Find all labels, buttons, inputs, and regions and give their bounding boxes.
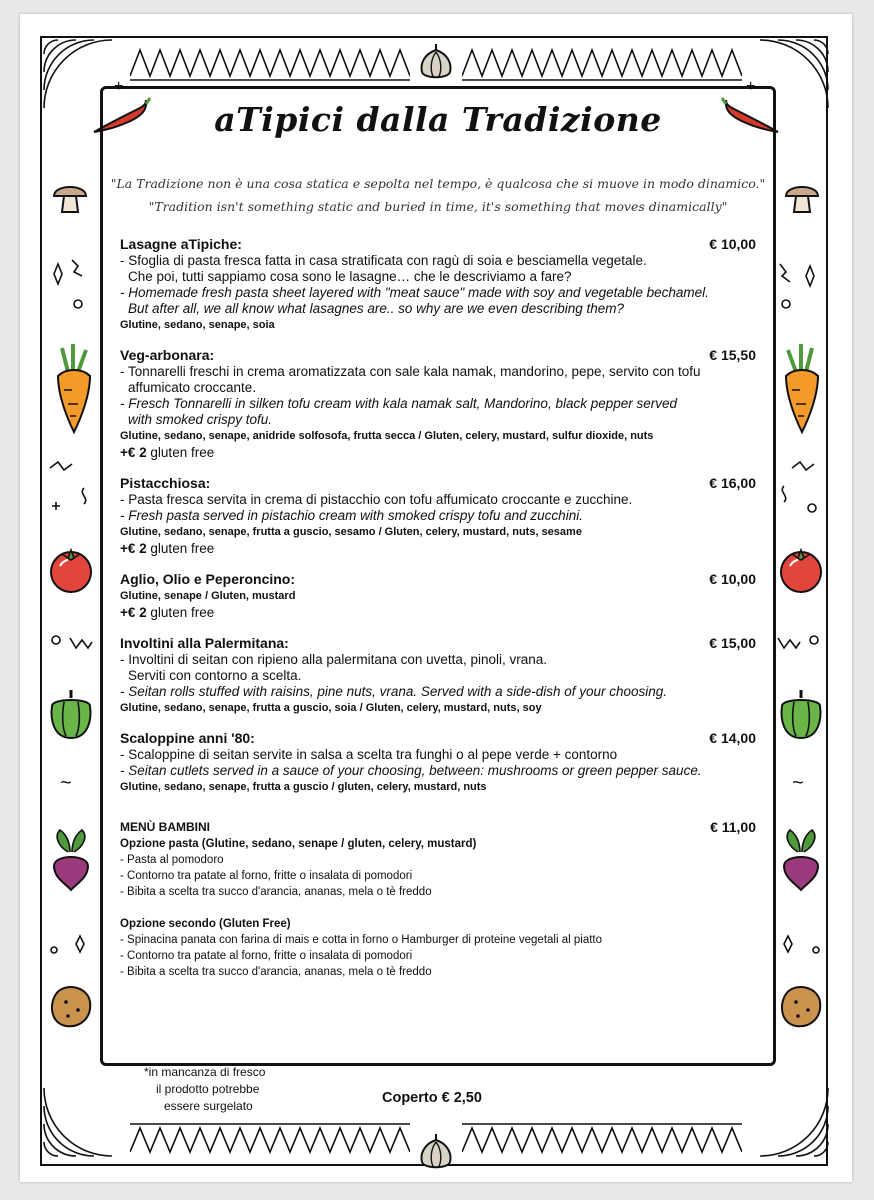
menu-item-price: € 10,00: [709, 571, 756, 587]
menu-item-header: [120, 236, 756, 253]
description-english: - Seitan rolls stuffed with raisins, pine nuts, vrana. Served with a side-dish of your choosing.: [120, 684, 668, 699]
plus-mark: +: [746, 78, 756, 95]
menu-item-header: [120, 730, 756, 747]
allergens-list: Glutine, senape / Gluten, mustard: [120, 590, 296, 602]
page-title: aTipici dalla Tradizione: [214, 100, 662, 139]
kids-menu-price: € 11,00: [710, 819, 756, 835]
description-english: - Homemade fresh pasta sheet layered with "meat sauce" made with soy and vegetable bechamel.: [120, 285, 709, 300]
menu-item-name: Lasagne aTipiche:: [120, 236, 242, 252]
menu-item-price: € 14,00: [709, 730, 756, 746]
quote-italian: "La Tradizione non è una cosa statica e sepolta nel tempo, è qualcosa che si muove in modo dinamico.": [110, 176, 766, 191]
bell-pepper-icon: [776, 686, 826, 742]
menu-item: [120, 475, 756, 557]
gluten-free-label: gluten free: [150, 541, 215, 556]
gluten-free-option: [120, 604, 756, 621]
description-italian: - Sfoglia di pasta fresca fatta in casa stratificata con ragù di soia e besciamella vegetale.: [120, 253, 647, 268]
menu-item-price: € 10,00: [709, 236, 756, 252]
description-english: with smoked crispy tofu.: [128, 412, 273, 427]
kids-option-line: - Pasta al pomodoro: [120, 854, 224, 866]
menu-item-price: € 16,00: [709, 475, 756, 491]
plus-mark: +: [114, 78, 124, 95]
menu-content: [120, 236, 756, 980]
gluten-free-surcharge: +€ 2: [120, 605, 147, 620]
tilde-mark: ~: [792, 772, 804, 794]
allergens-list: Glutine, sedano, senape, anidride solfosofa, frutta secca / Gluten, celery, mustard, sulfur dioxide, nuts: [120, 430, 654, 442]
menu-item-name: Veg-arbonara:: [120, 347, 215, 363]
menu-item: [120, 347, 756, 461]
menu-item: [120, 730, 756, 795]
kids-menu-title: MENÙ BAMBINI: [120, 820, 210, 834]
description-italian: Serviti con contorno a scelta.: [128, 668, 302, 683]
sparkle-icon: [46, 932, 96, 962]
menu-item-price: € 15,00: [709, 635, 756, 651]
menu-item-name: Aglio, Olio e Peperoncino:: [120, 571, 296, 587]
zigzag-top-right: [462, 44, 742, 84]
description-italian: - Tonnarelli freschi in crema aromatizzata con sale kala namak, mandorino, pepe, servito con tofu: [120, 364, 701, 379]
gluten-free-label: gluten free: [150, 445, 215, 460]
garlic-icon: [418, 1132, 454, 1172]
menu-item-name: Scaloppine anni '80:: [120, 730, 255, 746]
gluten-free-option: [120, 540, 756, 557]
zigzag-bottom-left: [130, 1120, 410, 1160]
description-english: But after all, we all know what lasagnes are.. so why are we even describing them?: [128, 301, 625, 316]
bell-pepper-icon: [46, 686, 96, 742]
zigzag-bottom-right: [462, 1120, 742, 1160]
menu-item: [120, 236, 756, 333]
kids-option-line: - Contorno tra patate al forno, fritte o insalata di pomodori: [120, 870, 413, 882]
kids-menu-header: [120, 819, 756, 836]
gluten-free-surcharge: +€ 2: [120, 445, 147, 460]
description-italian: - Involtini di seitan con ripieno alla palermitana con uvetta, pinoli, vrana.: [120, 652, 547, 667]
kids-option-line: - Bibita a scelta tra succo d'arancia, ananas, mela o tè freddo: [120, 966, 432, 978]
cover-charge: Coperto € 2,50: [382, 1090, 482, 1106]
squiggle-icon: [48, 628, 98, 658]
carrot-icon: [776, 342, 826, 436]
menu-item: [120, 635, 756, 716]
note-line: *in mancanza di fresco: [144, 1065, 266, 1079]
gluten-free-surcharge: +€ 2: [120, 541, 147, 556]
kids-option-line: - Bibita a scelta tra succo d'arancia, ananas, mela o tè freddo: [120, 886, 432, 898]
note-line: il prodotto potrebbe: [156, 1082, 260, 1096]
kids-option-line: - Spinacina panata con farina di mais e cotta in forno o Hamburger di proteine vegetali al piatto: [120, 934, 603, 946]
allergens-list: Glutine, sedano, senape, frutta a guscio, soia / Gluten, celery, mustard, nuts, soy: [120, 702, 542, 714]
quote-english: "Tradition isn't something static and buried in time, it's something that moves dinamically": [148, 199, 728, 214]
tomato-icon: [46, 544, 96, 594]
description-english: - Fresch Tonnarelli in silken tofu cream with kala namak salt, Mandorino, black pepper served: [120, 396, 678, 411]
kids-option-line: - Contorno tra patate al forno, fritte o insalata di pomodori: [120, 950, 413, 962]
beetroot-icon: [46, 826, 96, 892]
sparkle-icon: [776, 932, 826, 962]
menu-item: [120, 571, 756, 621]
description-english: - Seitan cutlets served in a sauce of your choosing, between: mushrooms or green pepper sauce.: [120, 763, 702, 778]
sparkle-icon: [776, 254, 820, 314]
tilde-mark: ~: [60, 772, 72, 794]
note-line: essere surgelato: [164, 1099, 253, 1113]
corner-arcs-bottom-left: [42, 1068, 132, 1158]
menu-item-name: Pistacchiosa:: [120, 475, 211, 491]
frozen-note: [144, 1064, 265, 1115]
zigzag-top-left: [130, 44, 410, 84]
potato-icon: [776, 980, 826, 1030]
description-english: - Fresh pasta served in pistachio cream with smoked crispy tofu and zucchini.: [120, 508, 583, 523]
kids-option-pasta: Opzione pasta (Glutine, sedano, senape / gluten, celery, mustard): [120, 838, 477, 850]
corner-arcs-bottom-right: [740, 1068, 830, 1158]
menu-item-name: Involtini alla Palermitana:: [120, 635, 289, 651]
menu-item-header: [120, 571, 756, 588]
mushroom-icon: [782, 176, 822, 216]
description-italian: Che poi, tutti sappiamo cosa sono le lasagne… che le descriviamo a fare?: [128, 269, 572, 284]
carrot-icon: [48, 342, 98, 436]
squiggle-icon: [774, 628, 824, 658]
allergens-list: Glutine, sedano, senape, frutta a guscio / gluten, celery, mustard, nuts: [120, 781, 487, 793]
menu-item-price: € 15,50: [709, 347, 756, 363]
sparkle-icon: [48, 254, 92, 314]
tomato-icon: [776, 544, 826, 594]
menu-item-header: [120, 635, 756, 652]
spacer: [120, 900, 756, 916]
squiggle-icon: [48, 458, 98, 522]
potato-icon: [46, 980, 96, 1030]
mushroom-icon: [50, 176, 90, 216]
description-italian: - Pasta fresca servita in crema di pistacchio con tofu affumicato croccante e zucchine.: [120, 492, 633, 507]
kids-menu: [120, 819, 756, 980]
kids-option-second: Opzione secondo (Gluten Free): [120, 918, 291, 930]
squiggle-icon: [772, 458, 822, 522]
gluten-free-label: gluten free: [150, 605, 215, 620]
allergens-list: Glutine, sedano, senape, soia: [120, 319, 275, 331]
garlic-icon: [418, 42, 454, 82]
description-italian: - Scaloppine di seitan servite in salsa a scelta tra funghi o al pepe verde + contorno: [120, 747, 618, 762]
allergens-list: Glutine, sedano, senape, frutta a guscio, sesamo / Gluten, celery, mustard, nuts, sesame: [120, 526, 582, 538]
menu-item-header: [120, 475, 756, 492]
description-italian: affumicato croccante.: [128, 380, 257, 395]
beetroot-icon: [776, 826, 826, 892]
menu-item-header: [120, 347, 756, 364]
gluten-free-option: [120, 444, 756, 461]
